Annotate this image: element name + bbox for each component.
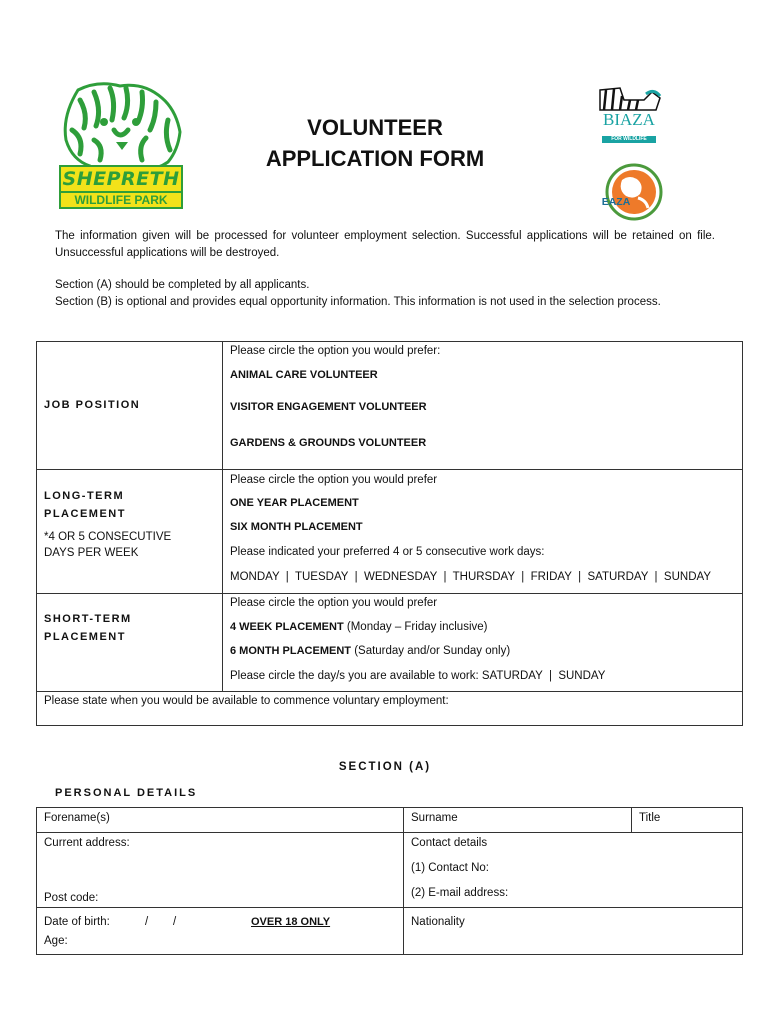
date-of-birth-label: Date of birth: [44, 916, 110, 928]
long-term-note [44, 529, 171, 561]
title-label: Title [639, 812, 661, 824]
current-address-label: Current address: [44, 837, 130, 849]
long-term-prompt: Please circle the option you would prefer [230, 474, 438, 486]
six-month-weekend-option-label: 6 MONTH PLACEMENT [230, 645, 351, 657]
dob-separator-2: / [173, 916, 177, 928]
nationality-label: Nationality [411, 916, 465, 928]
section-a-instruction: Section (A) should be completed by all applicants. [55, 279, 310, 291]
title-field[interactable] [631, 807, 743, 833]
long-term-label-line2: PLACEMENT [44, 508, 126, 520]
short-term-label-line2: PLACEMENT [44, 631, 126, 643]
email-label: (2) E-mail address: [411, 887, 509, 899]
shepreth-wildlife-park-logo [58, 80, 184, 210]
availability-label: Please state when you would be available to commence voluntary employment: [44, 695, 449, 707]
six-month-option[interactable]: SIX MONTH PLACEMENT [230, 521, 363, 533]
eaza-logo-text: EAZA [601, 196, 631, 208]
six-month-weekend-option[interactable] [230, 644, 510, 659]
weekend-days-line[interactable]: Please circle the day/s you are available to work: SATURDAY | SUNDAY [230, 670, 606, 682]
section-b-instruction: Section (B) is optional and provides equal opportunity information. This information is not used in the selection process. [55, 295, 661, 308]
long-term-label-cell [36, 469, 223, 594]
over-18-notice: OVER 18 ONLY [251, 916, 331, 928]
section-instructions [55, 277, 715, 310]
contact-number-label: (1) Contact No: [411, 862, 489, 874]
forenames-label: Forename(s) [44, 812, 110, 824]
title-line-2: APPLICATION FORM [265, 146, 485, 171]
nationality-field[interactable] [403, 907, 743, 955]
surname-label: Surname [411, 812, 458, 824]
visitor-engagement-option[interactable]: VISITOR ENGAGEMENT VOLUNTEER [230, 401, 427, 413]
work-days-prompt: Please indicated your preferred 4 or 5 consecutive work days: [230, 546, 545, 558]
age-label: Age: [44, 935, 68, 947]
long-term-label [44, 487, 126, 523]
eaza-logo [594, 160, 664, 222]
personal-details-heading: PERSONAL DETAILS [55, 787, 198, 799]
short-term-label-line1: SHORT-TERM [44, 613, 132, 625]
four-week-option-label: 4 WEEK PLACEMENT [230, 621, 344, 633]
dob-separator-1: / [145, 916, 149, 928]
contact-details-field[interactable] [403, 832, 743, 908]
section-a-heading: SECTION (A) [338, 761, 432, 773]
post-code-label: Post code: [44, 892, 99, 904]
title-line-1: VOLUNTEER [307, 115, 443, 140]
four-week-option[interactable] [230, 620, 488, 635]
biaza-tagline: FOR WILDLIFE [611, 136, 647, 142]
short-term-label-cell [36, 593, 223, 692]
long-term-note-line2: DAYS PER WEEK [44, 547, 139, 559]
current-address-field[interactable] [36, 832, 404, 908]
biaza-logo [594, 86, 664, 146]
gardens-grounds-option[interactable]: GARDENS & GROUNDS VOLUNTEER [230, 437, 427, 449]
one-year-option[interactable]: ONE YEAR PLACEMENT [230, 497, 359, 509]
long-term-label-line1: LONG-TERM [44, 490, 125, 502]
job-position-options-cell [222, 341, 743, 470]
work-days-options[interactable]: MONDAY | TUESDAY | WEDNESDAY | THURSDAY | FRIDAY | SATURDAY | SUNDAY [230, 571, 712, 583]
wildlife-park-logo-text: WILDLIFE PARK [74, 193, 168, 207]
contact-details-label: Contact details [411, 837, 488, 849]
surname-field[interactable] [403, 807, 632, 833]
animal-care-option[interactable]: ANIMAL CARE VOLUNTEER [230, 369, 378, 381]
job-position-label: JOB POSITION [44, 399, 141, 411]
short-term-prompt: Please circle the option you would prefer [230, 597, 438, 609]
job-position-prompt: Please circle the option you would prefer: [230, 345, 441, 357]
four-week-option-detail: (Monday – Friday inclusive) [343, 621, 488, 633]
forenames-field[interactable] [36, 807, 404, 833]
long-term-options-cell [222, 469, 743, 594]
availability-field[interactable] [36, 691, 743, 726]
biaza-logo-text: BIAZA [603, 110, 655, 129]
long-term-note-line1: *4 OR 5 CONSECUTIVE [44, 531, 172, 543]
short-term-options-cell [222, 593, 743, 692]
job-position-label-cell [36, 341, 223, 470]
intro-paragraph: The information given will be processed for volunteer employment selection. Successful applications will be retained on file. Unsuccessful applications will be destroyed. [55, 230, 715, 259]
date-of-birth-field[interactable] [36, 907, 404, 955]
six-month-weekend-option-detail: (Saturday and/or Sunday only) [351, 645, 511, 657]
shepreth-logo-text: SHEPRETH [62, 168, 180, 190]
globe-icon [594, 160, 664, 222]
short-term-label [44, 610, 132, 646]
form-title [230, 112, 520, 174]
